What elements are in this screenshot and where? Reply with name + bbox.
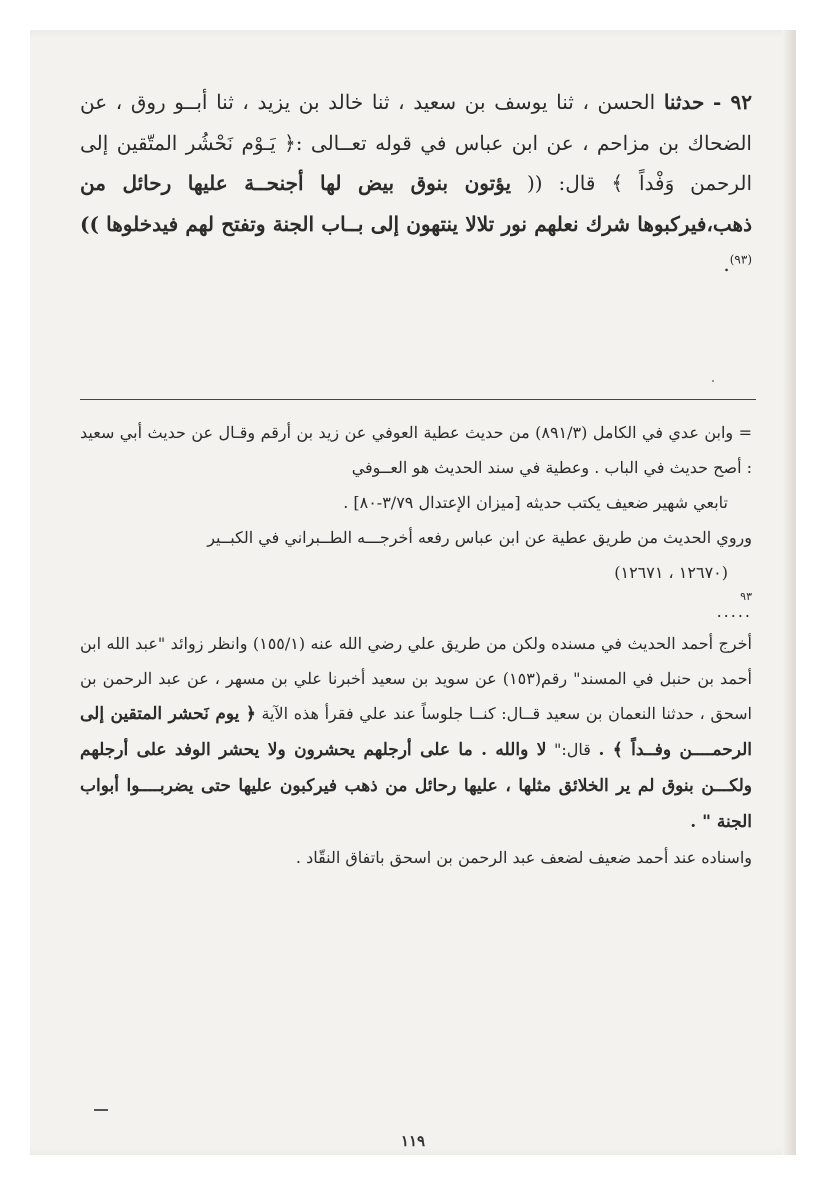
- page-spine-shadow: [782, 30, 796, 1155]
- footnote-93-text: أخرج أحمد الحديث في مسنده ولكن من طريق علي رضي الله عنه (١٥٥/١) وانظر زوائد "عبد الله ابن أحمد بن حنبل في المسند" رقم(١٥٣) عن سويد بن سعيد أخبرنا علي بن مسهر ، عن عبد الرحمن بن اسحق ، حدثنا النعمان بن سعيد قــال: كنــا جلوساً عند علي فقرأ هذه الآية: [80, 634, 753, 723]
- hadith-lead-word: حدثنا: [663, 90, 705, 114]
- footnote-continuation-line-1: = وابن عدي في الكامل (٨٩١/٣) من حديث عطية العوفي عن زيد بن أرقم وقـال عن حديث أبي سعيد : أصح حديث في الباب . وعطية في سند الحديث هو العــوفي: [80, 423, 752, 477]
- footnote-number-93: ٩٣: [740, 590, 752, 603]
- hadith-92-paragraph: [80, 82, 752, 285]
- hadith-end-mark: .: [723, 252, 730, 276]
- footnote-93-verse: ﴿ يوم نَحشر المتقين إلى الرحمــــن وفــداً ﴾ .: [80, 704, 752, 760]
- footnote-93-hadith-text: لا والله . ما على أرجلهم يحشرون ولا يحشر الوفد على أرجلهم ولكـــن بنوق لم ير الخلائق مثلها ، عليها رحائل من ذهب فيركبون عليها حتى يضربــــوا أبواب الجنة " .: [80, 740, 752, 832]
- continuation-dash-mark: [94, 1109, 108, 1111]
- footnote-separator-rule: [80, 399, 756, 400]
- main-text-block: [80, 82, 752, 285]
- footnote-93-qal: قال:": [553, 740, 591, 759]
- book-page: [30, 30, 796, 1155]
- hadith-number: ٩٢ -: [713, 90, 753, 114]
- hadith-matn-quote: يؤتون بنوق بيض لها أجنحــة عليها رحائل من ذهب،فيركبوها شرك نعلهم نور تلالا ينتهون إلى بــاب الجنة وتفتح لهم فيدخلوها )): [80, 171, 752, 236]
- page-number: ١١٩: [400, 1132, 426, 1150]
- footnotes-block: [80, 415, 752, 875]
- footnote-93-grading: واسناده عند أحمد ضعيف لضعف عبد الرحمن بن اسحق باتفاق النقّاد .: [295, 848, 752, 867]
- footnote-continuation-line-3: وروي الحديث من طريق عطية عن ابن عباس رفعه أخرجـــه الطــبراني في الكبــير: [207, 528, 752, 547]
- footnote-93-paragraph: [80, 626, 752, 840]
- footnote-dots: .....: [716, 602, 752, 621]
- footnote-continuation-line-4: (١٢٦٧٠ ، ١٢٦٧١): [614, 563, 728, 582]
- stray-dot-mark: [712, 380, 714, 382]
- footnote-reference[interactable]: (٩٣): [729, 252, 752, 267]
- footnote-continuation-line-2: تابعي شهير ضعيف يكتب حديثه [ميزان الإعتدال ٣/٧٩-٨٠] .: [343, 493, 728, 512]
- hadith-isnad-text: الحسن ، ثنا يوسف بن سعيد ، ثنا خالد بن يزيد ، ثنا أبــو روق ، عن الضحاك بن مزاحم ، عن ابن عباس في قوله تعــالى :﴿ يَـوْم نَحْشُر المتّقين إلى الرحمن وَفْداً ﴾ قال: ((: [80, 90, 752, 195]
